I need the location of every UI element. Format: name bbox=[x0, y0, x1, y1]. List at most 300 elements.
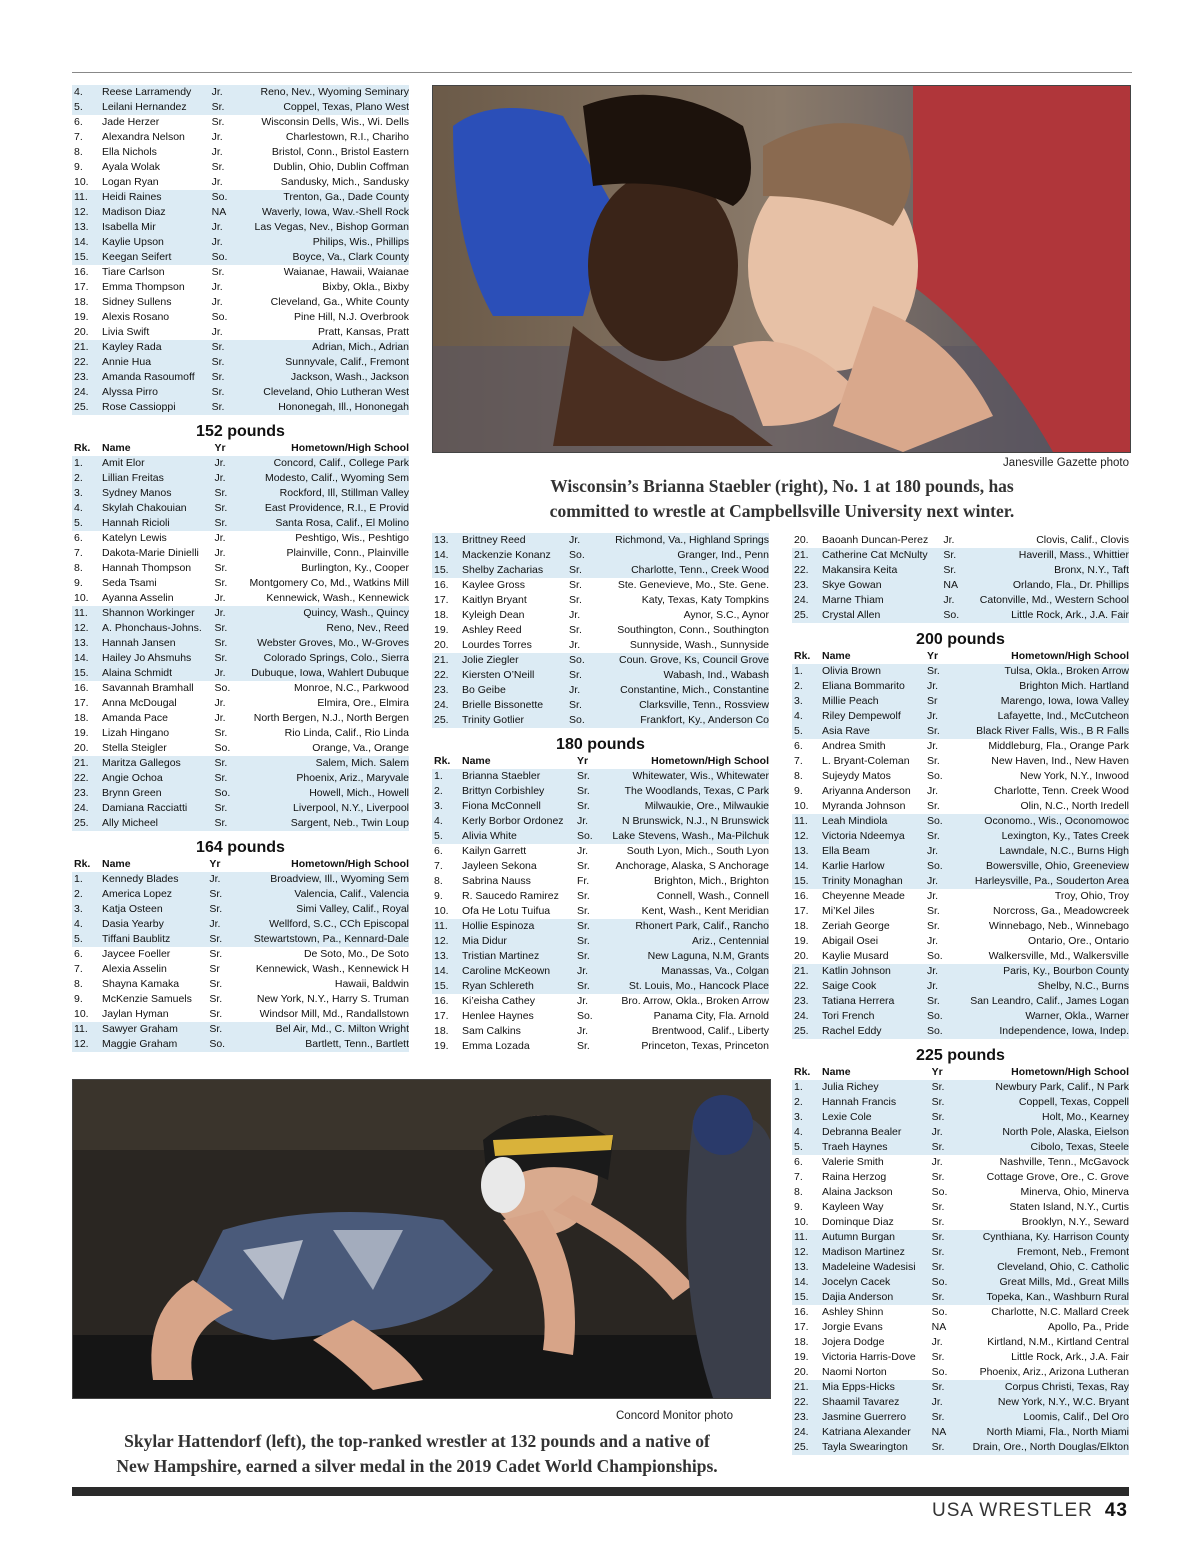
section-w200 bbox=[792, 631, 1129, 1039]
table-row bbox=[792, 1185, 1129, 1200]
year-cell: Sr. bbox=[575, 799, 593, 814]
hometown-cell: Ste. Genevieve, Mo., Ste. Gene. bbox=[617, 579, 769, 591]
hometown-cell: Concord, Calif., College Park bbox=[231, 456, 409, 471]
year-cell: Sr. bbox=[213, 651, 231, 666]
table-row bbox=[792, 563, 1129, 578]
rank-cell: 20. bbox=[794, 1366, 809, 1378]
hometown-cell: Sunnyside, Wash., Sunnyside bbox=[629, 639, 769, 651]
rank-cell: 11. bbox=[792, 1230, 820, 1245]
name-cell: Shaamil Tavarez bbox=[820, 1395, 930, 1410]
table-row bbox=[432, 563, 769, 578]
year-cell: Sr. bbox=[926, 905, 940, 917]
table-row bbox=[432, 919, 769, 934]
table-row bbox=[72, 786, 409, 801]
rank-cell: 16. bbox=[794, 890, 809, 902]
hometown-cell: Reno, Nev., Reed bbox=[231, 621, 409, 636]
table-row bbox=[72, 902, 409, 917]
table-row bbox=[432, 623, 769, 638]
year-cell: So. bbox=[209, 1038, 226, 1050]
hometown-cell: Fremont, Neb., Fremont bbox=[948, 1245, 1129, 1260]
table-row bbox=[72, 576, 409, 591]
weight-class-title: 152 pounds bbox=[196, 423, 285, 440]
name-cell: Mia Epps-Hicks bbox=[820, 1380, 930, 1395]
rank-cell: 7. bbox=[74, 131, 83, 143]
table-row bbox=[72, 666, 409, 681]
name-cell: Ella Nichols bbox=[102, 146, 157, 158]
rank-cell: 24. bbox=[792, 1009, 820, 1024]
year-cell: So. bbox=[931, 1186, 948, 1198]
name-cell: Zeriah George bbox=[822, 920, 890, 932]
hometown-cell: Brighton, Mich., Brighton bbox=[654, 875, 769, 887]
table-row bbox=[432, 979, 769, 994]
year-cell: So. bbox=[576, 1010, 593, 1022]
table-row bbox=[792, 578, 1129, 593]
name-cell: Lizah Hingano bbox=[102, 727, 170, 739]
hometown-cell: Plainville, Conn., Plainville bbox=[286, 547, 409, 559]
rankings-table bbox=[792, 649, 1129, 1039]
year-cell: Jr. bbox=[214, 592, 226, 604]
rank-cell: 19. bbox=[74, 727, 89, 739]
year-cell: So. bbox=[576, 830, 593, 842]
table-row bbox=[432, 698, 769, 713]
rank-cell: 23. bbox=[792, 578, 820, 593]
hometown-cell: Shelby, N.C., Burns bbox=[943, 979, 1129, 994]
hometown-cell: Manassas, Va., Colgan bbox=[593, 964, 769, 979]
table-row bbox=[72, 1037, 409, 1052]
hometown-cell: Bowersville, Ohio, Greeneview bbox=[943, 859, 1129, 874]
name-cell: Mi’Kel Jiles bbox=[822, 905, 875, 917]
hometown-cell: Kennewick, Wash., Kennewick bbox=[266, 592, 409, 604]
year-cell: Sr. bbox=[209, 948, 223, 960]
name-cell: Ally Micheel bbox=[100, 816, 213, 831]
table-row bbox=[792, 694, 1129, 709]
hometown-cell: Wellford, S.C., CCh Episcopal bbox=[225, 917, 409, 932]
name-cell: Victoria Harris-Dove bbox=[822, 1351, 916, 1363]
name-cell: Henlee Haynes bbox=[462, 1010, 534, 1022]
year-cell: Sr. bbox=[567, 668, 585, 683]
rank-cell: 16. bbox=[434, 579, 449, 591]
name-cell: Hannah Francis bbox=[820, 1095, 930, 1110]
name-cell: Anna McDougal bbox=[102, 697, 177, 709]
table-row bbox=[72, 932, 409, 947]
year-cell: So. bbox=[569, 714, 585, 726]
hometown-cell: Corpus Christi, Texas, Ray bbox=[948, 1380, 1129, 1395]
name-cell: Isabella Mir bbox=[100, 220, 210, 235]
name-cell: Lexie Cole bbox=[820, 1110, 930, 1125]
name-cell: Emma Thompson bbox=[102, 281, 185, 293]
table-row bbox=[432, 668, 769, 683]
column-header-name: Name bbox=[820, 1065, 930, 1080]
rank-cell: 1. bbox=[432, 769, 460, 784]
rank-cell: 3. bbox=[72, 902, 100, 917]
name-cell: Jayleen Sekona bbox=[462, 860, 537, 872]
hometown-cell: Jackson, Wash., Jackson bbox=[228, 370, 409, 385]
rank-cell: 5. bbox=[792, 1140, 820, 1155]
name-cell: Makansira Keita bbox=[820, 563, 941, 578]
table-row bbox=[72, 400, 409, 415]
table-row bbox=[72, 295, 409, 310]
rank-cell: 19. bbox=[794, 935, 809, 947]
name-cell: Brynn Green bbox=[100, 786, 213, 801]
hometown-cell: Marengo, Iowa, Iowa Valley bbox=[943, 694, 1129, 709]
photo-credit-2: Concord Monitor photo bbox=[616, 1410, 733, 1422]
hometown-cell: Winnebago, Neb., Winnebago bbox=[988, 920, 1129, 932]
rank-cell: 21. bbox=[72, 340, 100, 355]
hometown-cell: Salem, Mich. Salem bbox=[231, 756, 409, 771]
hometown-cell: Minerva, Ohio, Minerva bbox=[1020, 1186, 1129, 1198]
name-cell: Victoria Ndeemya bbox=[820, 829, 925, 844]
year-cell: Sr. bbox=[213, 486, 231, 501]
rank-cell: 10. bbox=[74, 1008, 89, 1020]
hometown-cell: Norcross, Ga., Meadowcreek bbox=[993, 905, 1129, 917]
year-cell: Jr. bbox=[211, 281, 223, 293]
table-row bbox=[72, 606, 409, 621]
rank-cell: 13. bbox=[792, 1260, 820, 1275]
year-cell: So. bbox=[211, 251, 228, 263]
rankings-column-right bbox=[792, 533, 1129, 1455]
column-header-yr: Yr bbox=[213, 441, 231, 456]
year-cell: Jr. bbox=[210, 220, 228, 235]
year-cell: Jr. bbox=[211, 146, 223, 158]
year-cell: So. bbox=[926, 815, 943, 827]
rank-cell: 15. bbox=[72, 250, 100, 265]
hometown-cell: Modesto, Calif., Wyoming Sem bbox=[231, 471, 409, 486]
rank-cell: 11. bbox=[792, 814, 820, 829]
rank-cell: 1. bbox=[72, 872, 100, 887]
rank-cell: 3. bbox=[792, 1110, 820, 1125]
year-cell: Jr. bbox=[930, 1395, 948, 1410]
name-cell: Baoanh Duncan-Perez bbox=[822, 534, 929, 546]
table-row bbox=[72, 205, 409, 220]
year-cell: Jr. bbox=[211, 131, 223, 143]
year-cell: Jr. bbox=[210, 235, 228, 250]
rank-cell: 24. bbox=[72, 801, 100, 816]
rank-cell: 13. bbox=[432, 533, 460, 548]
year-cell: Sr. bbox=[930, 1410, 948, 1425]
name-cell: Crystal Allen bbox=[820, 608, 941, 623]
name-cell: Kennedy Blades bbox=[100, 872, 207, 887]
year-cell: So. bbox=[214, 682, 231, 694]
table-row bbox=[792, 1140, 1129, 1155]
rank-cell: 11. bbox=[72, 1022, 100, 1037]
year-cell: Sr. bbox=[211, 161, 225, 173]
hometown-cell: Haverill, Mass., Whittier bbox=[959, 548, 1129, 563]
table-row bbox=[792, 964, 1129, 979]
year-cell: Sr. bbox=[210, 400, 228, 415]
column-header-name: Name bbox=[460, 754, 575, 769]
rank-cell: 10. bbox=[794, 1216, 809, 1228]
table-row bbox=[432, 799, 769, 814]
year-cell: Jr. bbox=[214, 532, 226, 544]
year-cell: Sr. bbox=[213, 756, 231, 771]
year-cell: Sr. bbox=[575, 934, 593, 949]
table-row bbox=[72, 1022, 409, 1037]
year-cell: Sr. bbox=[210, 355, 228, 370]
table-row bbox=[792, 814, 1129, 829]
year-cell: Sr. bbox=[931, 1351, 945, 1363]
table-header-row bbox=[72, 441, 409, 456]
rank-cell: 2. bbox=[72, 887, 100, 902]
hometown-cell: Ariz., Centennial bbox=[593, 934, 769, 949]
name-cell: Saige Cook bbox=[820, 979, 925, 994]
table-row bbox=[72, 756, 409, 771]
hometown-cell: New Haven, Ind., New Haven bbox=[991, 755, 1129, 767]
rank-cell: 11. bbox=[72, 190, 100, 205]
table-row bbox=[72, 501, 409, 516]
rank-cell: 15. bbox=[432, 979, 460, 994]
hometown-cell: Frankfort, Ky., Anderson Co bbox=[585, 713, 769, 728]
rank-cell: 12. bbox=[72, 1037, 100, 1052]
table-row bbox=[72, 531, 409, 546]
hometown-cell: Philips, Wis., Phillips bbox=[228, 235, 409, 250]
hometown-cell: Webster Groves, Mo., W-Groves bbox=[231, 636, 409, 651]
name-cell: Damiana Racciatti bbox=[100, 801, 213, 816]
rank-cell: 24. bbox=[432, 698, 460, 713]
year-cell: Jr. bbox=[211, 326, 223, 338]
year-cell: Jr. bbox=[213, 606, 231, 621]
table-row bbox=[432, 1039, 769, 1054]
hometown-cell: Harleysville, Pa., Souderton Area bbox=[943, 874, 1129, 889]
table-row bbox=[72, 977, 409, 992]
photo-image bbox=[433, 86, 1130, 452]
table-row bbox=[432, 593, 769, 608]
year-cell: Fr. bbox=[576, 875, 590, 887]
year-cell: Sr bbox=[925, 694, 943, 709]
rank-cell: 20. bbox=[794, 534, 809, 546]
name-cell: Julia Richey bbox=[820, 1080, 930, 1095]
table-row bbox=[432, 548, 769, 563]
rank-cell: 18. bbox=[434, 1025, 449, 1037]
rankings-column-middle bbox=[432, 533, 769, 1054]
rank-cell: 18. bbox=[74, 296, 89, 308]
name-cell: Brielle Bissonette bbox=[460, 698, 567, 713]
year-cell: Sr. bbox=[211, 116, 225, 128]
column-header-rk: Rk. bbox=[792, 1065, 820, 1080]
year-cell: Sr. bbox=[930, 1080, 948, 1095]
rank-cell: 14. bbox=[432, 964, 460, 979]
rank-cell: 1. bbox=[72, 456, 100, 471]
year-cell: Sr bbox=[209, 963, 220, 975]
hometown-cell: North Miami, Fla., North Miami bbox=[948, 1425, 1129, 1440]
rank-cell: 5. bbox=[72, 932, 100, 947]
name-cell: Brianna Staebler bbox=[460, 769, 575, 784]
column-header-rk: Rk. bbox=[72, 441, 100, 456]
year-cell: Jr. bbox=[931, 1156, 943, 1168]
table-row bbox=[432, 638, 769, 653]
year-cell: Sr. bbox=[207, 932, 225, 947]
name-cell: Ariyanna Anderson bbox=[822, 785, 911, 797]
hometown-cell: Peshtigo, Wis., Peshtigo bbox=[295, 532, 409, 544]
name-cell: Tiffani Baublitz bbox=[100, 932, 207, 947]
hometown-cell: Sunnyvale, Calif., Fremont bbox=[228, 355, 409, 370]
year-cell: So. bbox=[926, 1010, 943, 1022]
hometown-cell: Richmond, Va., Highland Springs bbox=[585, 533, 769, 548]
hometown-cell: Katy, Texas, Katy Tompkins bbox=[641, 594, 769, 606]
year-cell: Sr. bbox=[567, 698, 585, 713]
table-row bbox=[72, 947, 409, 962]
table-row bbox=[72, 310, 409, 325]
hometown-cell: Monroe, N.C., Parkwood bbox=[294, 682, 409, 694]
hometown-cell: Windsor Mill, Md., Randallstown bbox=[259, 1008, 409, 1020]
photo-caption-1 bbox=[432, 474, 1132, 524]
year-cell: Jr. bbox=[207, 917, 225, 932]
name-cell: A. Phonchaus-Johns. bbox=[100, 621, 213, 636]
rank-cell: 6. bbox=[74, 948, 83, 960]
name-cell: Amit Elor bbox=[100, 456, 213, 471]
name-cell: Trinity Gotlier bbox=[460, 713, 567, 728]
weight-class-title: 200 pounds bbox=[916, 631, 1005, 648]
table-row bbox=[72, 85, 409, 100]
year-cell: Jr. bbox=[569, 639, 581, 651]
name-cell: Ashley Shinn bbox=[822, 1306, 884, 1318]
name-cell: L. Bryant-Coleman bbox=[822, 755, 910, 767]
rank-cell: 2. bbox=[432, 784, 460, 799]
year-cell: Jr. bbox=[211, 176, 223, 188]
table-row bbox=[72, 160, 409, 175]
hometown-cell: Phoenix, Ariz., Maryvale bbox=[231, 771, 409, 786]
hometown-cell: Rockford, Ill, Stillman Valley bbox=[231, 486, 409, 501]
table-row bbox=[72, 340, 409, 355]
name-cell: Tiare Carlson bbox=[102, 266, 165, 278]
table-row bbox=[792, 548, 1129, 563]
table-row bbox=[792, 1170, 1129, 1185]
rank-cell: 10. bbox=[74, 176, 89, 188]
hometown-cell: Granger, Ind., Penn bbox=[585, 548, 769, 563]
name-cell: Heidi Raines bbox=[100, 190, 210, 205]
table-row bbox=[72, 651, 409, 666]
hometown-cell: Trenton, Ga., Dade County bbox=[228, 190, 409, 205]
year-cell: Sr. bbox=[207, 902, 225, 917]
hometown-cell: Valencia, Calif., Valencia bbox=[225, 887, 409, 902]
name-cell: Valerie Smith bbox=[822, 1156, 884, 1168]
hometown-cell: Lexington, Ky., Tates Creek bbox=[943, 829, 1129, 844]
year-cell: Sr. bbox=[213, 501, 231, 516]
name-cell: Kayleen Way bbox=[822, 1201, 884, 1213]
table-row bbox=[792, 1290, 1129, 1305]
table-row bbox=[792, 769, 1129, 784]
hometown-cell: New Laguna, N.M, Grants bbox=[593, 949, 769, 964]
hometown-cell: Coppel, Texas, Plano West bbox=[228, 100, 409, 115]
table-header-row bbox=[792, 1065, 1129, 1080]
rank-cell: 16. bbox=[74, 266, 89, 278]
table-row bbox=[72, 917, 409, 932]
table-row bbox=[72, 681, 409, 696]
name-cell: Skylah Chakouian bbox=[100, 501, 213, 516]
table-row bbox=[432, 533, 769, 548]
year-cell: Jr. bbox=[213, 456, 231, 471]
rank-cell: 15. bbox=[72, 666, 100, 681]
rank-cell: 22. bbox=[72, 355, 100, 370]
year-cell: So. bbox=[214, 742, 231, 754]
rank-cell: 9. bbox=[74, 577, 83, 589]
year-cell: Sr. bbox=[210, 385, 228, 400]
hometown-cell: Orange, Va., Orange bbox=[312, 742, 409, 754]
hometown-cell: Santa Rosa, Calif., El Molino bbox=[231, 516, 409, 531]
name-cell: Kayley Rada bbox=[100, 340, 210, 355]
table-row bbox=[792, 754, 1129, 769]
name-cell: Stella Steigler bbox=[102, 742, 167, 754]
section-w152 bbox=[72, 423, 409, 831]
name-cell: Shayna Kamaka bbox=[102, 978, 180, 990]
name-cell: Rachel Eddy bbox=[820, 1024, 925, 1039]
rank-cell: 7. bbox=[794, 755, 803, 767]
rank-cell: 24. bbox=[792, 1425, 820, 1440]
table-row bbox=[72, 1007, 409, 1022]
hometown-cell: Las Vegas, Nev., Bishop Gorman bbox=[228, 220, 409, 235]
table-row bbox=[72, 621, 409, 636]
year-cell: Jr. bbox=[926, 785, 939, 797]
rankings-table bbox=[432, 754, 769, 1054]
name-cell: Kaylee Gross bbox=[462, 579, 526, 591]
rank-cell: 8. bbox=[434, 875, 443, 887]
rank-cell: 13. bbox=[432, 949, 460, 964]
year-cell: Sr. bbox=[569, 594, 582, 606]
table-row bbox=[432, 889, 769, 904]
year-cell: Jr. bbox=[931, 1336, 943, 1348]
hometown-cell: Bixby, Okla., Bixby bbox=[322, 281, 409, 293]
rank-cell: 16. bbox=[74, 682, 89, 694]
hometown-cell: Constantine, Mich., Constantine bbox=[585, 683, 769, 698]
rank-cell: 4. bbox=[72, 917, 100, 932]
year-cell: Sr. bbox=[925, 724, 943, 739]
year-cell: Sr. bbox=[209, 978, 223, 990]
wrestling-photo-staebler bbox=[432, 85, 1131, 453]
table-row bbox=[72, 250, 409, 265]
section-w180 bbox=[432, 736, 769, 1054]
column-header-yr: Yr bbox=[575, 754, 593, 769]
column-header-hometown: Hometown/High School bbox=[943, 649, 1129, 664]
year-cell: Sr. bbox=[930, 1095, 948, 1110]
hometown-cell: South Lyon, Mich., South Lyon bbox=[626, 845, 769, 857]
table-row bbox=[72, 696, 409, 711]
name-cell: Hollie Espinoza bbox=[460, 919, 575, 934]
table-row bbox=[792, 934, 1129, 949]
table-row bbox=[792, 1080, 1129, 1095]
name-cell: Ryan Schlereth bbox=[460, 979, 575, 994]
year-cell: Sr. bbox=[576, 1040, 590, 1052]
column-header-name: Name bbox=[100, 857, 207, 872]
rank-cell: 2. bbox=[72, 471, 100, 486]
rankings-column-left bbox=[72, 85, 409, 1052]
weight-class-title: 164 pounds bbox=[196, 839, 285, 856]
year-cell: Sr. bbox=[930, 1380, 948, 1395]
year-cell: Sr. bbox=[930, 1260, 948, 1275]
year-cell: Jr. bbox=[930, 1125, 948, 1140]
hometown-cell: Warner, Okla., Warner bbox=[943, 1009, 1129, 1024]
hometown-cell: Lafayette, Ind., McCutcheon bbox=[943, 709, 1129, 724]
year-cell: Sr. bbox=[926, 800, 940, 812]
table-row bbox=[432, 964, 769, 979]
year-cell: Jr. bbox=[210, 85, 228, 100]
photo-caption-2 bbox=[72, 1429, 762, 1479]
column-header-hometown: Hometown/High School bbox=[231, 441, 409, 456]
column-header-name: Name bbox=[820, 649, 925, 664]
hometown-cell: Adrian, Mich., Adrian bbox=[228, 340, 409, 355]
rankings-table bbox=[432, 533, 769, 728]
hometown-cell: Wisconsin Dells, Wis., Wi. Dells bbox=[261, 116, 409, 128]
rank-cell: 5. bbox=[72, 100, 100, 115]
rank-cell: 6. bbox=[74, 116, 83, 128]
name-cell: Brittney Reed bbox=[460, 533, 567, 548]
year-cell: Sr. bbox=[925, 994, 943, 1009]
hometown-cell: Clarksville, Tenn., Rossview bbox=[585, 698, 769, 713]
hometown-cell: Reno, Nev., Wyoming Seminary bbox=[228, 85, 409, 100]
year-cell: Sr. bbox=[576, 890, 590, 902]
name-cell: Skye Gowan bbox=[820, 578, 941, 593]
name-cell: Alivia White bbox=[460, 829, 575, 844]
year-cell: Sr. bbox=[925, 829, 943, 844]
name-cell: Ashley Reed bbox=[462, 624, 522, 636]
